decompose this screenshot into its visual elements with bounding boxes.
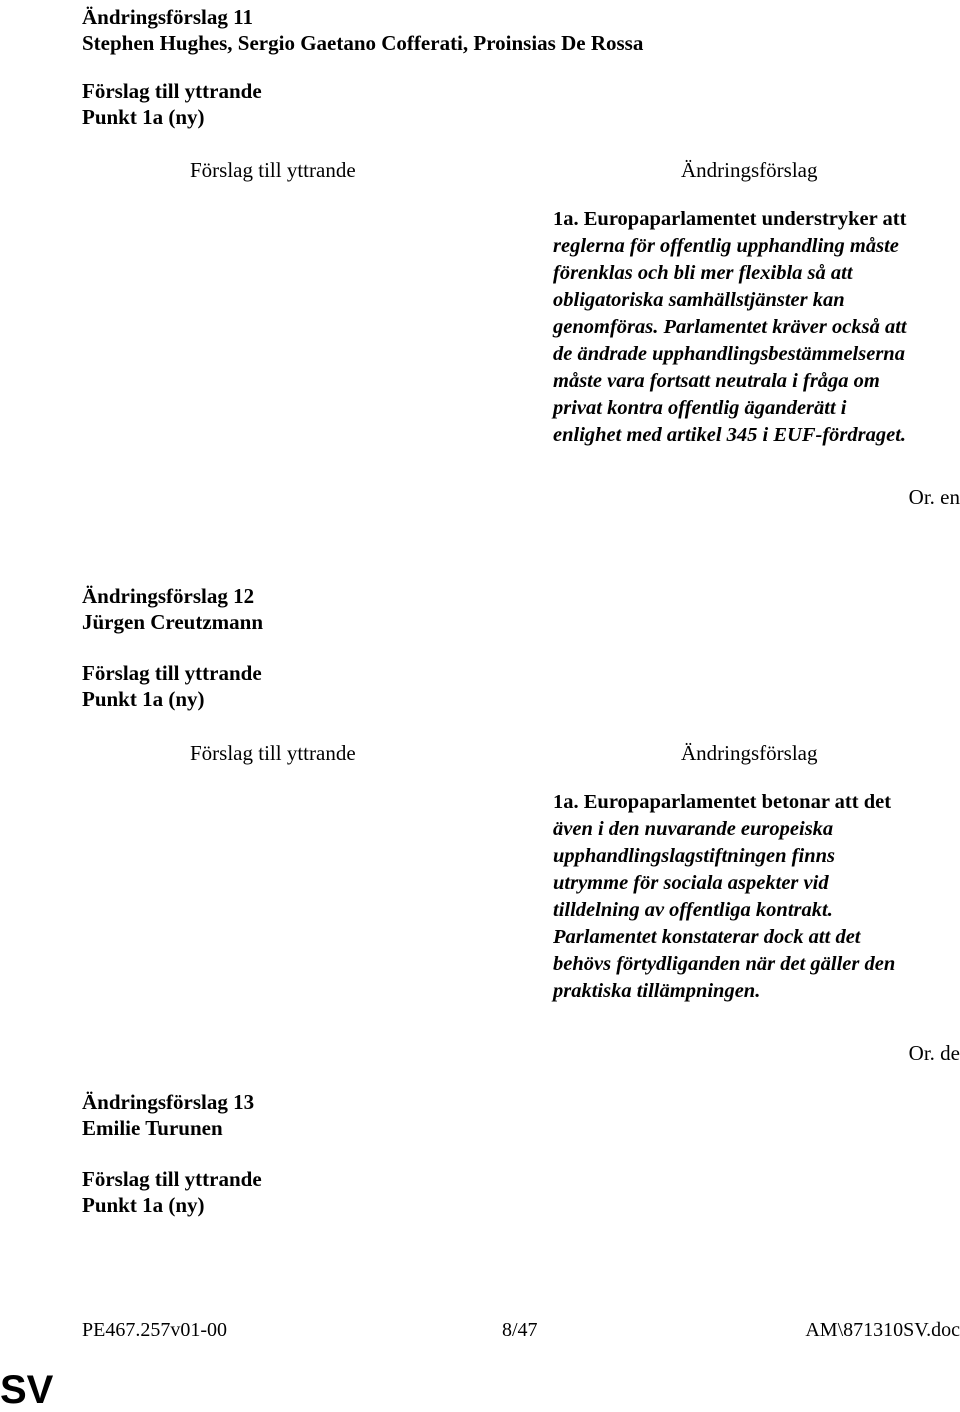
amendment-11-doc-type: Förslag till yttrande bbox=[82, 79, 262, 103]
amendment-11-text-line: obligatoriska samhällstjänster kan bbox=[553, 289, 845, 311]
footer-page-number: 8/47 bbox=[502, 1319, 538, 1341]
amendment-12-authors: Jürgen Creutzmann bbox=[82, 610, 264, 634]
amendment-11-column-right-header: Ändringsförslag bbox=[681, 158, 818, 182]
amendment-12-doc-type: Förslag till yttrande bbox=[82, 661, 262, 685]
amendment-11-text-line: genomföras. Parlamentet kräver också att bbox=[553, 316, 907, 338]
amendment-12-text-line: utrymme för sociala aspekter vid bbox=[553, 872, 829, 894]
amendment-11-text-line: måste vara fortsatt neutrala i fråga om bbox=[553, 370, 880, 392]
language-code: SV bbox=[0, 1368, 54, 1412]
amendment-12-original-language: Or. de bbox=[908, 1041, 960, 1065]
amendment-11-text-line: enlighet med artikel 345 i EUF-fördraget. bbox=[553, 424, 907, 446]
amendment-11-text-line: privat kontra offentlig äganderätt i bbox=[553, 397, 847, 419]
amendment-13-title: Ändringsförslag 13 bbox=[82, 1090, 255, 1114]
amendment-12-point: Punkt 1a (ny) bbox=[82, 687, 205, 711]
amendment-12-text-line: 1a. Europaparlamentet betonar att det bbox=[553, 791, 892, 813]
amendment-13-doc-type: Förslag till yttrande bbox=[82, 1167, 262, 1191]
amendment-12-column-right-header: Ändringsförslag bbox=[681, 741, 818, 765]
amendment-11-text-line: 1a. Europaparlamentet understryker att bbox=[553, 208, 907, 230]
amendment-11-authors: Stephen Hughes, Sergio Gaetano Cofferati, Proinsias De Rossa bbox=[82, 31, 644, 55]
amendment-11-title: Ändringsförslag 11 bbox=[82, 5, 253, 29]
amendment-11-text bbox=[553, 206, 953, 449]
amendment-11-original-language: Or. en bbox=[908, 485, 960, 509]
amendment-11-point: Punkt 1a (ny) bbox=[82, 105, 205, 129]
footer-document-reference: PE467.257v01-00 bbox=[82, 1319, 227, 1341]
amendment-12-text-line: behövs förtydliganden när det gäller den bbox=[553, 953, 896, 975]
amendment-12-text-line: tilldelning av offentliga kontrakt. bbox=[553, 899, 833, 921]
amendment-13-point: Punkt 1a (ny) bbox=[82, 1193, 205, 1217]
amendment-11-text-line: de ändrade upphandlingsbestämmelserna bbox=[553, 343, 905, 365]
amendment-12-title: Ändringsförslag 12 bbox=[82, 584, 255, 608]
amendment-13-authors: Emilie Turunen bbox=[82, 1116, 223, 1140]
amendment-12-column-left-header: Förslag till yttrande bbox=[190, 741, 356, 765]
amendment-11-text-line: reglerna för offentlig upphandling måste bbox=[553, 235, 899, 257]
amendment-12-text bbox=[553, 789, 953, 1005]
amendment-12-text-line: praktiska tillämpningen. bbox=[553, 980, 761, 1002]
amendment-11-text-line: förenklas och bli mer flexibla så att bbox=[553, 262, 853, 284]
amendment-12-text-line: upphandlingslagstiftningen finns bbox=[553, 845, 835, 867]
amendment-11-column-left-header: Förslag till yttrande bbox=[190, 158, 356, 182]
amendment-12-text-line: även i den nuvarande europeiska bbox=[553, 818, 834, 840]
amendment-12-text-line: Parlamentet konstaterar dock att det bbox=[553, 926, 861, 948]
footer-file-reference: AM\871310SV.doc bbox=[805, 1319, 960, 1341]
